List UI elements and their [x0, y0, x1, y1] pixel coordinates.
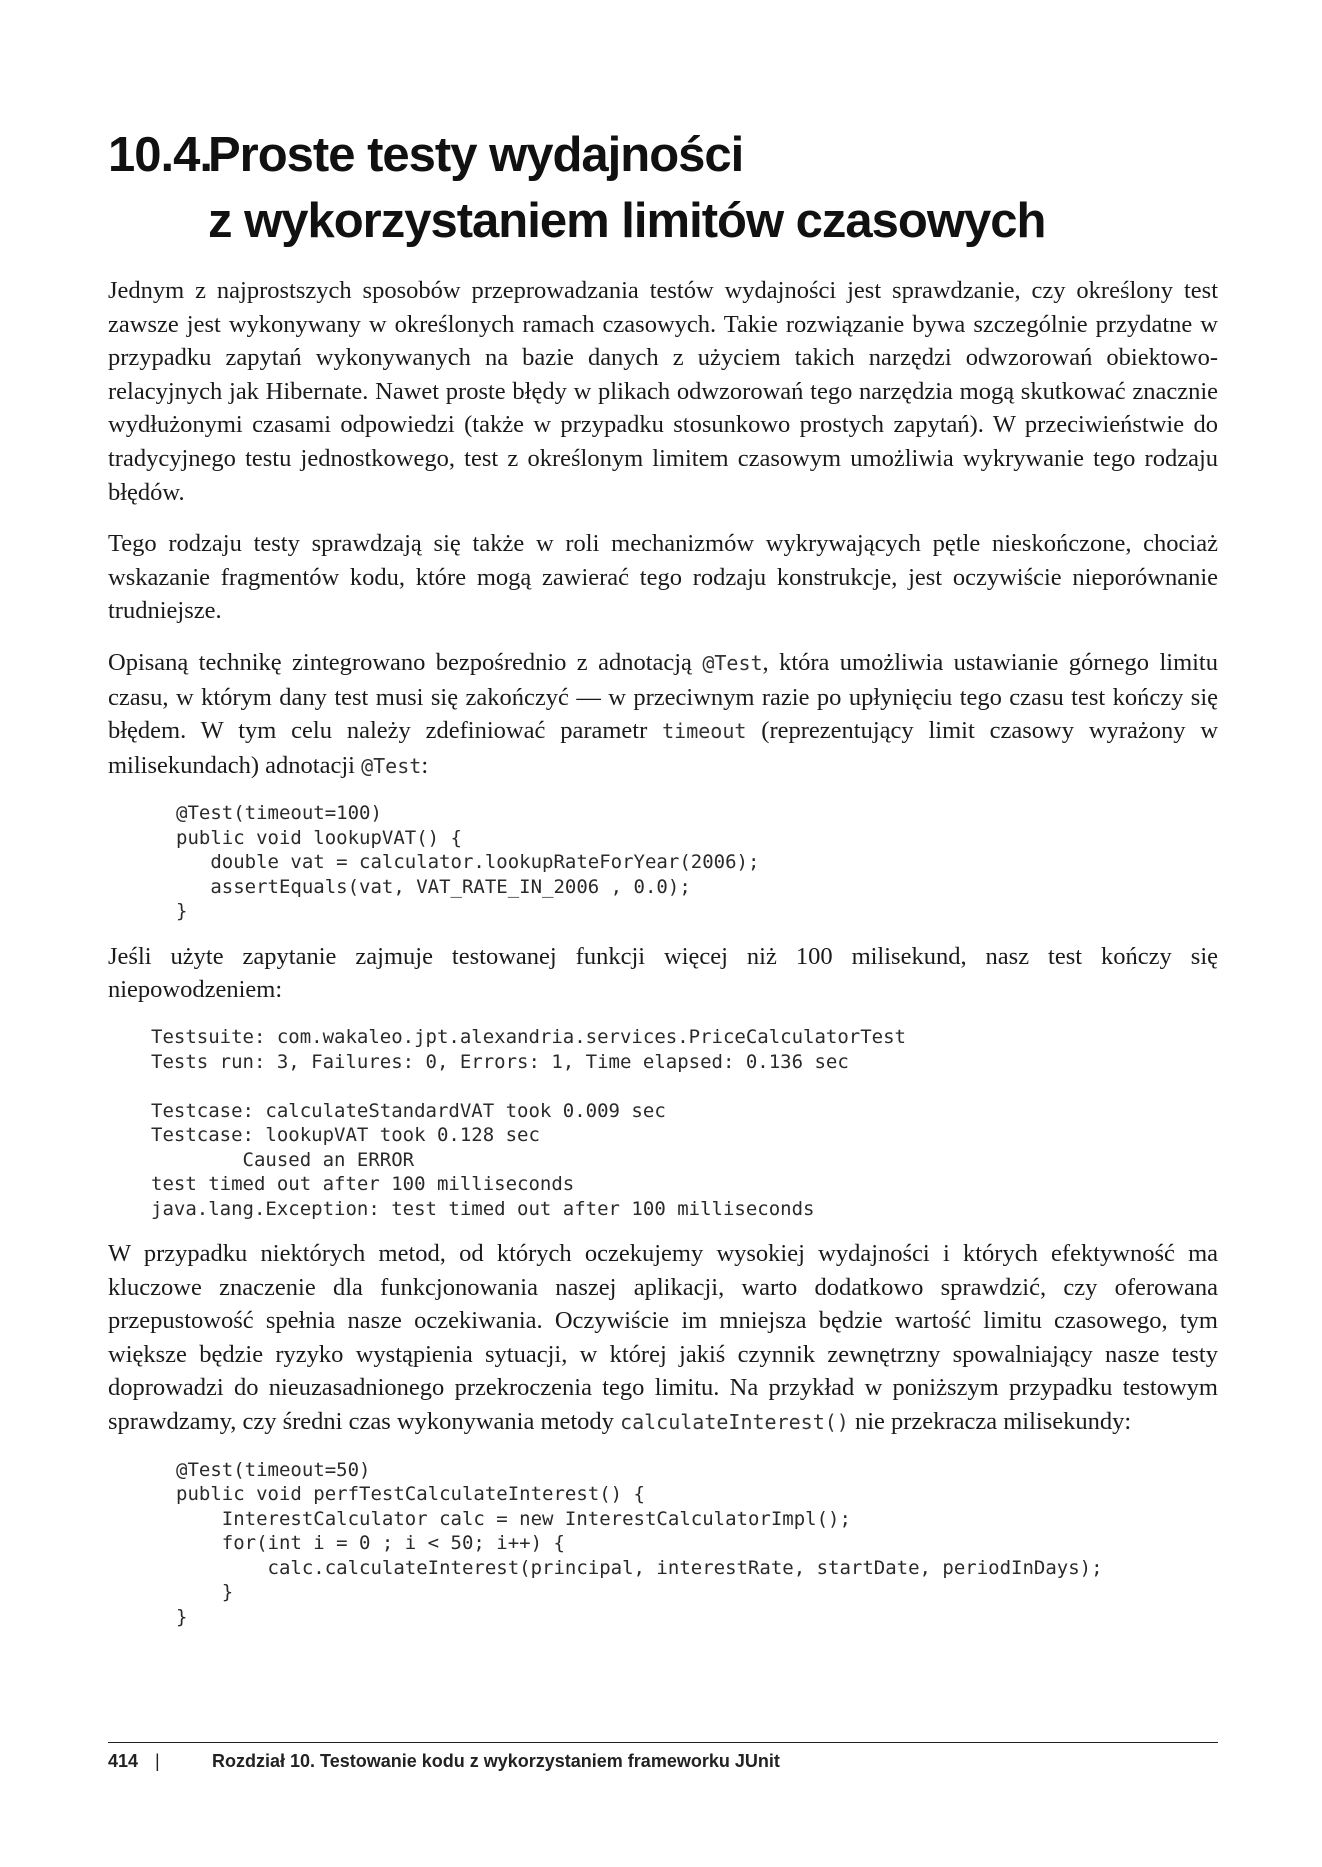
- paragraph-3-text-b: , która umożliwia ustawianie górnego limitu czasu, w którym dany test musi się zakończyć — w przeciwnym razie po upłynięciu tego czasu test kończy się błędem. W tym celu należy zdefiniować parametr: [108, 648, 1218, 745]
- paragraph-5-text-a: W przypadku niektórych metod, od których oczekujemy wysokiej wydajności i których efektywność ma kluczowe znaczenie dla funkcjonowania naszej aplikacji, warto dodatkowo sprawdzić, czy oferowana przepustowość spełnia nasze oczekiwania. Oczywiście im mniejsza będzie wartość limitu czasowego, tym większe będzie ryzyko wystąpienia sytuacji, w której jakiś czynnik zewnętrzny spowalniający nasze testy doprowadzi do nieuzasadnionego przekroczenia tego limitu. Na przykład w poniższym przypadku testowym sprawdzamy, czy średni czas wykonywania metody: [108, 1240, 1218, 1435]
- page-number: 414: [108, 1751, 139, 1771]
- page-footer: [108, 1742, 1218, 1772]
- paragraph-3-text-d: :: [421, 751, 429, 779]
- paragraph-3-text-a: Opisaną technikę zintegrowano bezpośrednio z adnotacją: [108, 648, 703, 676]
- paragraph-4: Jeśli użyte zapytanie zajmuje testowanej funkcji więcej niż 100 milisekund, nasz test kończy się niepowodzeniem:: [108, 942, 1218, 1004]
- inline-code-calculate-interest: calculateInterest(): [620, 1409, 849, 1434]
- section-title-line1: Proste testy wydajności: [208, 128, 744, 182]
- paragraph-5-text-b: nie przekracza milisekundy:: [848, 1407, 1132, 1435]
- code-listing-lookup-vat: @Test(timeout=100) public void lookupVAT() { double vat = calculator.lookupRateForYear(2006); assertEquals(vat, VAT_RATE_IN_2006 , 0.0); }: [176, 802, 760, 923]
- chapter-title: Rozdział 10. Testowanie kodu z wykorzystaniem frameworku JUnit: [212, 1751, 780, 1771]
- paragraph-2: Tego rodzaju testy sprawdzają się także w roli mechanizmów wykrywających pętle nieskończone, chociaż wskazanie fragmentów kodu, które mogą zawierać tego rodzaju konstrukcje, jest oczywiście nieporównanie trudniejsze.: [108, 530, 1218, 625]
- paragraph-3-text-c: (reprezentujący limit czasowy wyrażony w milisekundach) adnotacji: [108, 717, 1219, 779]
- inline-code-test-annotation: @Test: [702, 650, 763, 675]
- inline-code-timeout: timeout: [662, 719, 747, 744]
- section-heading: [108, 122, 1218, 254]
- paragraph-1: Jednym z najprostszych sposobów przeprowadzania testów wydajności jest sprawdzanie, czy określony test zawsze jest wykonywany w określonych ramach czasowych. Takie rozwiązanie bywa szczególnie przydatne w przypadku zapytań wykonywanych na bazie danych z użyciem takich narzędzi odwzorowań obiektowo-relacyjnych jak Hibernate. Nawet proste błędy w plikach odwzorowań tego narzędzia mogą skutkować znacznie wydłużonymi czasami odpowiedzi (także w przypadku stosunkowo prostych zapytań). W przeciwieństwie do tradycyjnego testu jednostkowego, test z określonym limitem czasowym umożliwia wykrywanie tego rodzaju błędów.: [108, 277, 1218, 506]
- section-number: 10.4.: [108, 128, 212, 182]
- paragraph-3: [108, 646, 1218, 783]
- paragraph-5: [108, 1237, 1218, 1440]
- code-listing-perf-test: @Test(timeout=50) public void perfTestCalculateInterest() { InterestCalculator calc = new InterestCalculatorImpl(); for(int i = 0 ; i < 50; i++) { calc.calculateInterest(principal, interestRate, startDate, periodInDays); } }: [176, 1458, 1103, 1628]
- page-content: [108, 122, 1218, 1645]
- inline-code-test-annotation-2: @Test: [361, 753, 422, 778]
- code-listing-test-output: Testsuite: com.wakaleo.jpt.alexandria.services.PriceCalculatorTest Tests run: 3, Failures: 0, Errors: 1, Time elapsed: 0.136 sec Testcase: calculateStandardVAT took 0.009 sec Testcase: lookupVAT took 0.128 sec Caused an ERROR test timed out after 100 milliseconds java.lang.Exception: test timed out after 100 milliseconds: [151, 1026, 906, 1220]
- section-title-line2: z wykorzystaniem limitów czasowych: [208, 194, 1046, 248]
- footer-separator: |: [155, 1751, 160, 1771]
